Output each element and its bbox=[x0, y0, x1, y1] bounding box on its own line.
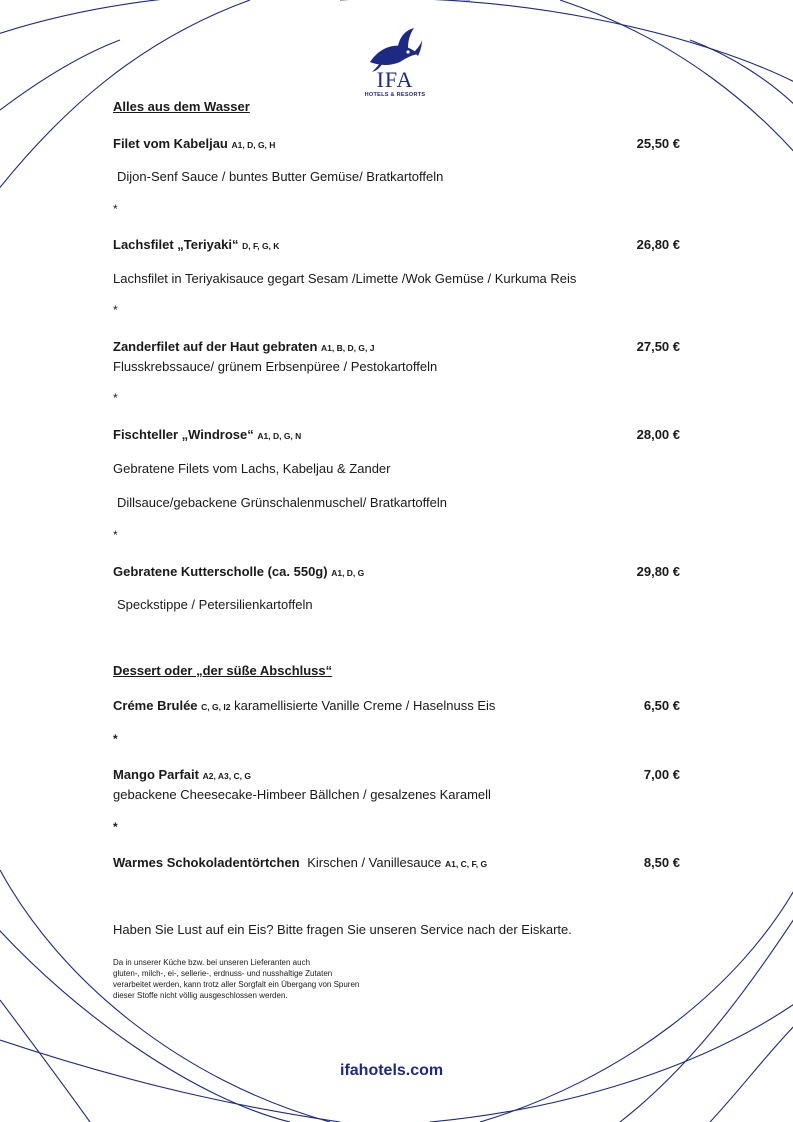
allergen-codes: C, G, I2 bbox=[201, 702, 231, 712]
brand-tagline: HOTELS & RESORTS bbox=[364, 92, 426, 98]
allergen-codes: A1, C, F, G bbox=[445, 859, 488, 869]
item-separator: * bbox=[113, 820, 118, 834]
menu-item-title bbox=[113, 698, 495, 713]
dish-name: Warmes Schokoladentörtchen bbox=[113, 855, 300, 870]
menu-item-title bbox=[113, 855, 487, 870]
menu-item-description: gebackene Cheesecake-Himbeer Bällchen / gesalzenes Karamell bbox=[113, 787, 491, 802]
brand-name: IFA bbox=[376, 67, 414, 92]
item-separator: * bbox=[113, 528, 118, 542]
item-separator: * bbox=[113, 202, 118, 216]
menu-item-description: Dijon-Senf Sauce / buntes Butter Gemüse/ Bratkartoffeln bbox=[117, 169, 444, 184]
allergen-note bbox=[113, 957, 433, 1001]
menu-item-title bbox=[113, 427, 301, 442]
menu-item-description: karamellisierte Vanille Creme / Haselnuss Eis bbox=[234, 698, 496, 713]
menu-item-title bbox=[113, 767, 251, 782]
menu-item-description: Gebratene Filets vom Lachs, Kabeljau & Zander bbox=[113, 461, 391, 476]
section-heading: Alles aus dem Wasser bbox=[113, 99, 250, 114]
allergen-codes: A2, A3, C, G bbox=[202, 771, 251, 781]
dish-name: Filet vom Kabeljau bbox=[113, 136, 228, 151]
dish-name: Créme Brulée bbox=[113, 698, 198, 713]
menu-item-price: 26,80 € bbox=[636, 237, 680, 252]
allergen-codes: A1, D, G, H bbox=[231, 140, 276, 150]
menu-item-description: Lachsfilet in Teriyakisauce gegart Sesam /Limette /Wok Gemüse / Kurkuma Reis bbox=[113, 271, 577, 286]
menu-item-price: 6,50 € bbox=[643, 698, 680, 713]
section-heading: Dessert oder „der süße Abschluss“ bbox=[113, 663, 333, 678]
ice-cream-note: Haben Sie Lust auf ein Eis? Bitte fragen Sie unseren Service nach der Eiskarte. bbox=[113, 922, 572, 937]
menu-item-price: 28,00 € bbox=[636, 427, 680, 442]
allergen-note-line: gluten-, milch-, ei-, sellerie-, erdnuss- und nusshaltige Zutaten bbox=[113, 969, 333, 978]
menu-item-description: Flusskrebssauce/ grünem Erbsenpüree / Pestokartoffeln bbox=[113, 359, 438, 374]
website-link[interactable]: ifahotels.com bbox=[340, 1062, 444, 1079]
item-separator: * bbox=[113, 303, 118, 317]
allergen-codes: A1, B, D, G, J bbox=[321, 343, 375, 353]
menu-item-price: 29,80 € bbox=[636, 564, 680, 579]
allergen-note-line: verarbeitet werden, kann trotz aller Sorgfalt ein Übergang von Spuren bbox=[113, 980, 360, 989]
menu-item-title bbox=[113, 564, 364, 579]
brand-logo bbox=[360, 28, 430, 102]
dish-name: Gebratene Kutterscholle (ca. 550g) bbox=[113, 564, 328, 579]
menu-item-description: Kirschen / Vanillesauce bbox=[307, 855, 442, 870]
allergen-codes: A1, D, G, N bbox=[257, 431, 302, 441]
dish-name: Lachsfilet „Teriyaki“ bbox=[113, 237, 239, 252]
menu-item-title bbox=[113, 136, 275, 151]
menu-item-description: Dillsauce/gebackene Grünschalenmuschel/ Bratkartoffeln bbox=[117, 495, 447, 510]
allergen-codes: A1, D, G bbox=[331, 568, 365, 578]
menu-item-price: 7,00 € bbox=[643, 767, 680, 782]
item-separator: * bbox=[113, 732, 118, 746]
menu-item-price: 8,50 € bbox=[643, 855, 680, 870]
allergen-codes: D, F, G, K bbox=[242, 241, 280, 251]
menu-item-title bbox=[113, 237, 279, 252]
menu-item-description: Speckstippe / Petersilienkartoffeln bbox=[117, 597, 313, 612]
dish-name: Fischteller „Windrose“ bbox=[113, 427, 254, 442]
fish-logo-icon bbox=[368, 28, 422, 72]
menu-item-title bbox=[113, 339, 374, 354]
item-separator: * bbox=[113, 391, 118, 405]
menu-item-price: 25,50 € bbox=[636, 136, 680, 151]
dish-name: Mango Parfait bbox=[113, 767, 199, 782]
menu-item-price: 27,50 € bbox=[636, 339, 680, 354]
dish-name: Zanderfilet auf der Haut gebraten bbox=[113, 339, 318, 354]
allergen-note-line: Da in unserer Küche bzw. bei unseren Lieferanten auch bbox=[113, 958, 311, 967]
allergen-note-line: dieser Stoffe nicht völlig ausgeschlossen werden. bbox=[113, 991, 288, 1000]
